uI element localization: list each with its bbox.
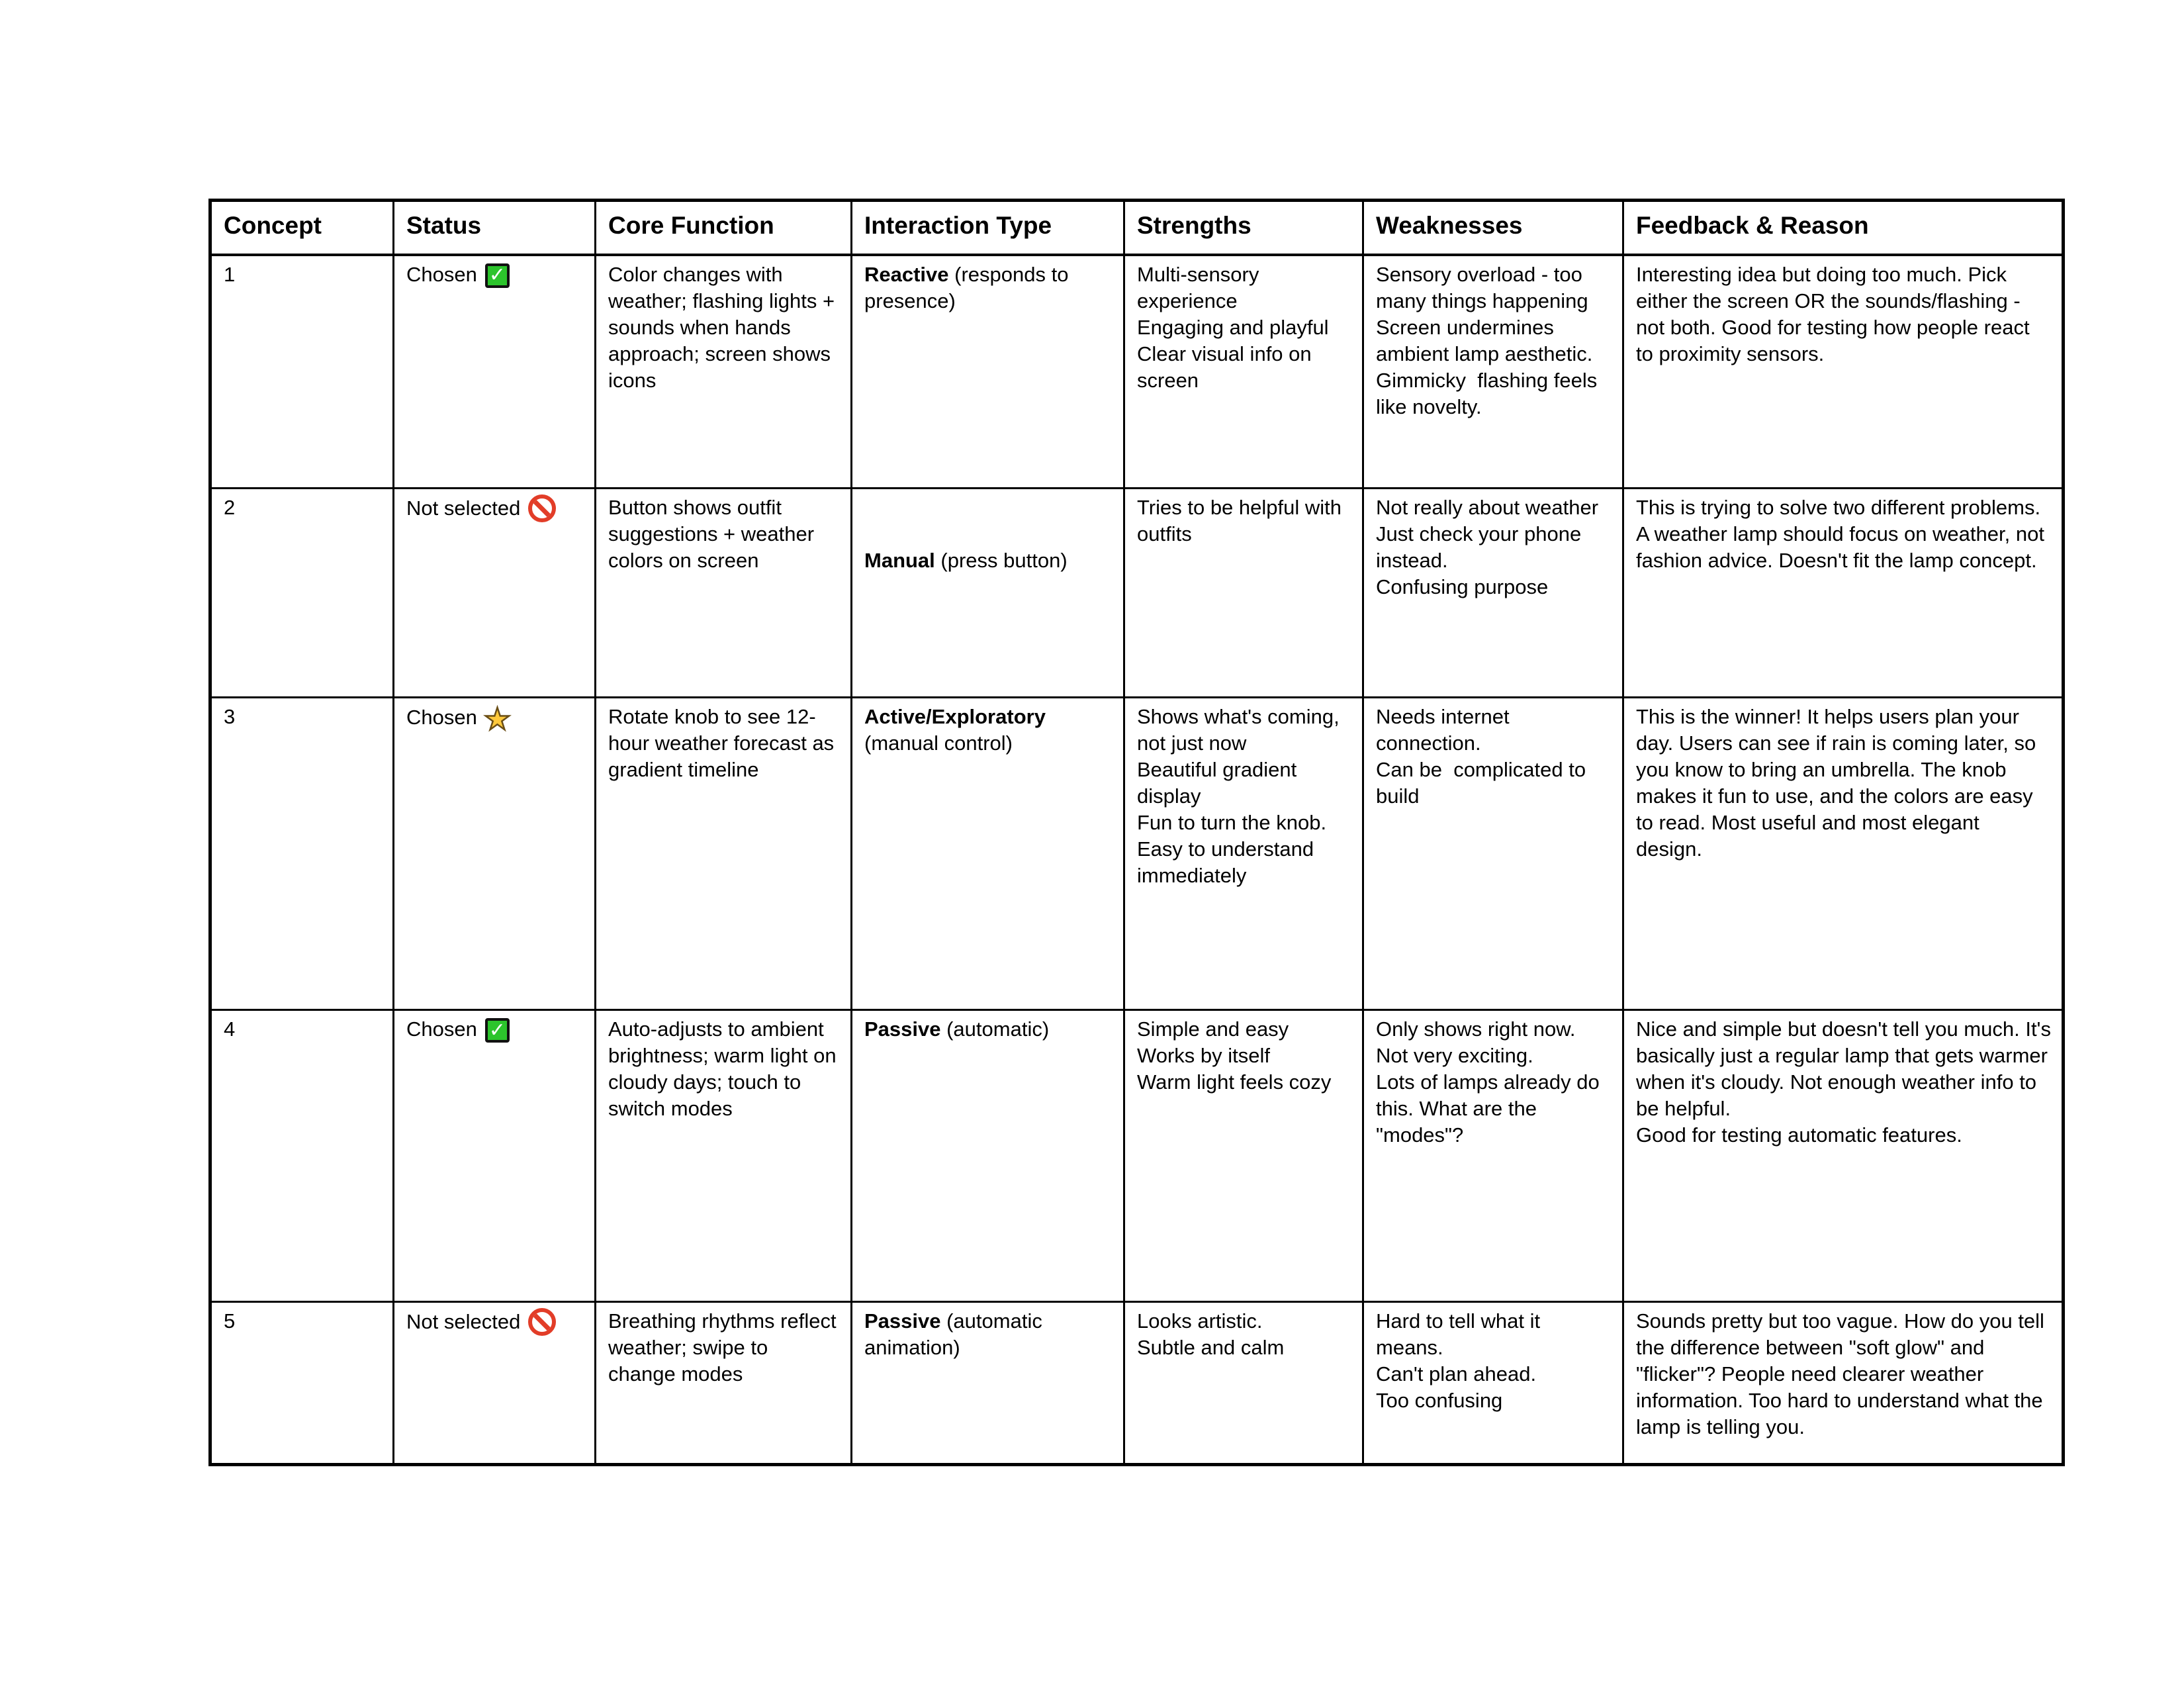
header-concept: Concept: [210, 201, 394, 255]
no-entry-icon: [528, 1308, 556, 1336]
feedback-cell: Interesting idea but doing too much. Pick either the screen OR the sounds/flashing - not both. Good for testing how people react to proximity sensors.: [1623, 255, 2064, 489]
concept-number: 5: [210, 1302, 394, 1465]
header-status: Status: [394, 201, 596, 255]
interaction-type-keyword: Reactive: [864, 262, 949, 286]
interaction-type-cell: [852, 698, 1124, 1010]
concept-number: 2: [210, 489, 394, 698]
interaction-type-cell: [852, 1010, 1124, 1302]
interaction-type-detail: (manual control): [864, 731, 1013, 755]
interaction-type-keyword: Manual: [864, 549, 935, 572]
interaction-type-detail: (automatic): [940, 1017, 1050, 1041]
status-label: Not selected: [406, 496, 521, 520]
table-row: [210, 489, 2064, 698]
status-label: Not selected: [406, 1310, 521, 1333]
interaction-type-keyword: Passive: [864, 1309, 941, 1333]
feedback-cell: This is trying to solve two different problems. A weather lamp should focus on weather, not fashion advice. Doesn't fit the lamp concept.: [1623, 489, 2064, 698]
check-icon: [485, 263, 510, 288]
interaction-type-detail: (press button): [934, 549, 1068, 572]
check-icon: [485, 1018, 510, 1043]
status-cell: [394, 255, 596, 489]
feedback-cell: This is the winner! It helps users plan your day. Users can see if rain is coming later, so you know to bring an umbrella. The knob makes it fun to use, and the colors are easy to read. Most useful and most elegant design.: [1623, 698, 2064, 1010]
strengths-cell: Shows what's coming, not just now Beautiful gradient display Fun to turn the knob. Easy to understand immediately: [1124, 698, 1363, 1010]
strengths-cell: Tries to be helpful with outfits: [1124, 489, 1363, 698]
status-label: Chosen: [406, 706, 477, 729]
feedback-cell: Sounds pretty but too vague. How do you tell the difference between "soft glow" and "flicker"? People need clearer weather information. Too hard to understand what the lamp is telling you.: [1623, 1302, 2064, 1465]
concept-number: 3: [210, 698, 394, 1010]
interaction-type-cell: [852, 255, 1124, 489]
status-cell: [394, 1010, 596, 1302]
star-icon: [484, 704, 511, 734]
concept-number: 1: [210, 255, 394, 489]
header-row: [210, 201, 2064, 255]
interaction-type-detail: (automatic animation): [864, 1309, 1048, 1359]
core-function-cell: Breathing rhythms reflect weather; swipe to change modes: [596, 1302, 852, 1465]
core-function-cell: Color changes with weather; flashing lights + sounds when hands approach; screen shows icons: [596, 255, 852, 489]
weaknesses-cell: Sensory overload - too many things happening Screen undermines ambient lamp aesthetic. Gimmicky flashing feels like novelty.: [1363, 255, 1623, 489]
weaknesses-cell: Needs internet connection. Can be complicated to build: [1363, 698, 1623, 1010]
strengths-cell: Simple and easy Works by itself Warm light feels cozy: [1124, 1010, 1363, 1302]
strengths-cell: Looks artistic. Subtle and calm: [1124, 1302, 1363, 1465]
weaknesses-cell: Hard to tell what it means. Can't plan ahead. Too confusing: [1363, 1302, 1623, 1465]
status-cell: [394, 489, 596, 698]
core-function-cell: Rotate knob to see 12-hour weather forecast as gradient timeline: [596, 698, 852, 1010]
status-label: Chosen: [406, 262, 477, 286]
header-core-function: Core Function: [596, 201, 852, 255]
interaction-type-cell: [852, 489, 1124, 698]
header-interaction-type: Interaction Type: [852, 201, 1124, 255]
no-entry-icon: [528, 494, 556, 522]
table-row: [210, 255, 2064, 489]
concept-comparison-table: [208, 199, 2065, 1466]
interaction-type-keyword: Active/Exploratory: [864, 705, 1046, 728]
table-row: [210, 1302, 2064, 1465]
header-weaknesses: Weaknesses: [1363, 201, 1623, 255]
feedback-cell: Nice and simple but doesn't tell you much. It's basically just a regular lamp that gets warmer when it's cloudy. Not enough weather info to be helpful. Good for testing automatic features.: [1623, 1010, 2064, 1302]
status-cell: [394, 1302, 596, 1465]
concept-number: 4: [210, 1010, 394, 1302]
weaknesses-cell: Not really about weather Just check your phone instead. Confusing purpose: [1363, 489, 1623, 698]
interaction-type-keyword: Passive: [864, 1017, 941, 1041]
core-function-cell: Auto-adjusts to ambient brightness; warm light on cloudy days; touch to switch modes: [596, 1010, 852, 1302]
strengths-cell: Multi-sensory experience Engaging and playful Clear visual info on screen: [1124, 255, 1363, 489]
status-label: Chosen: [406, 1017, 477, 1041]
interaction-type-detail: (responds to presence): [864, 262, 1075, 312]
header-feedback-reason: Feedback & Reason: [1623, 201, 2064, 255]
table-row: [210, 698, 2064, 1010]
interaction-type-cell: [852, 1302, 1124, 1465]
weaknesses-cell: Only shows right now. Not very exciting. Lots of lamps already do this. What are the "modes"?: [1363, 1010, 1623, 1302]
core-function-cell: Button shows outfit suggestions + weather colors on screen: [596, 489, 852, 698]
table-row: [210, 1010, 2064, 1302]
status-cell: [394, 698, 596, 1010]
header-strengths: Strengths: [1124, 201, 1363, 255]
